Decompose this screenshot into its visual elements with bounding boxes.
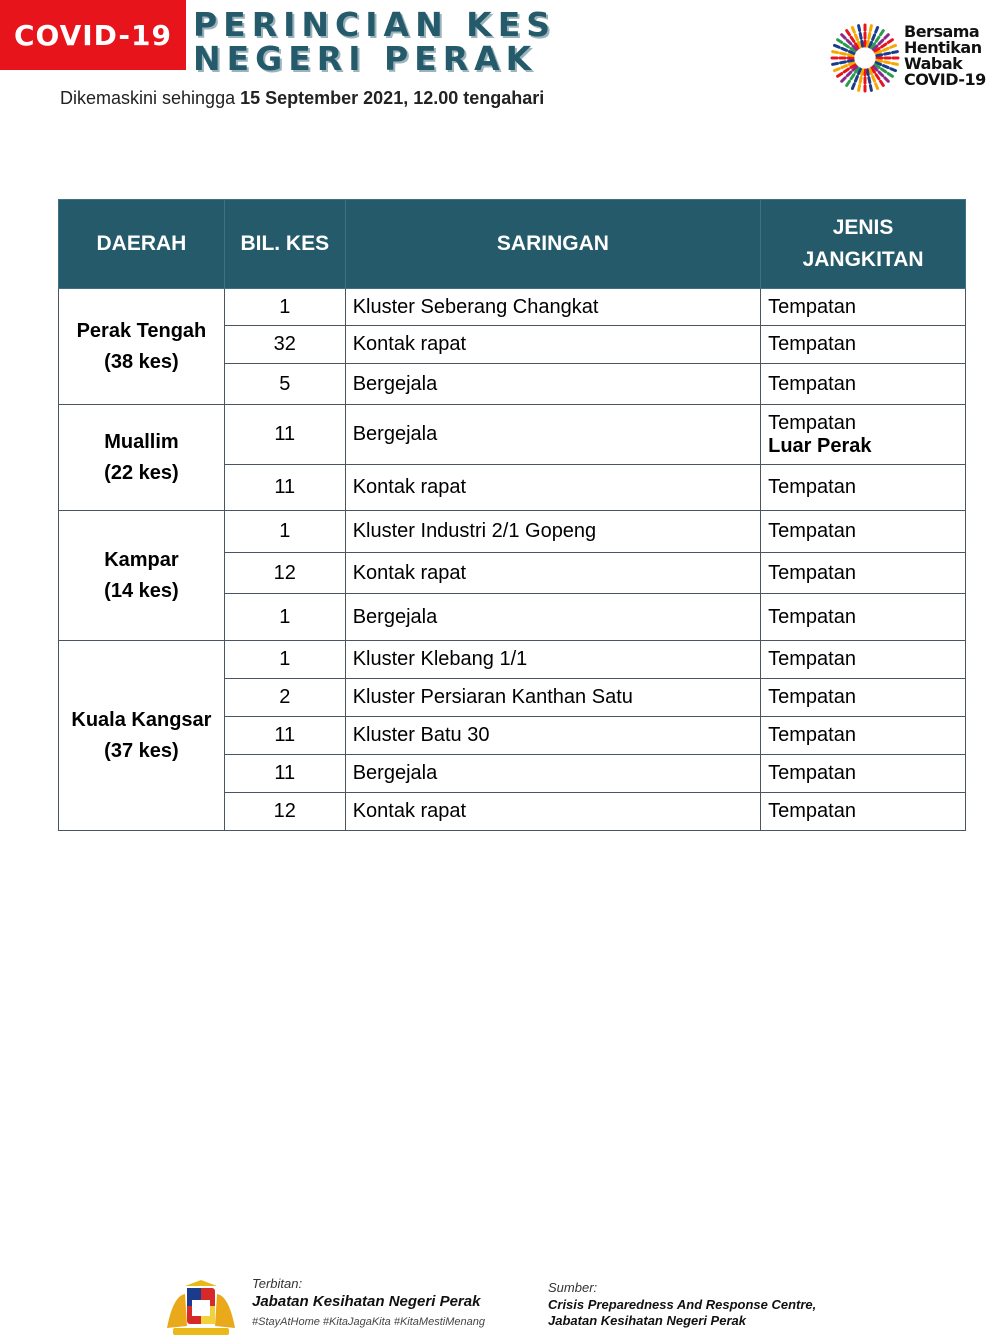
daerah-cell: [59, 289, 225, 405]
saringan-cell: Bergejala: [345, 405, 760, 465]
header-bil-kes: BIL. KES: [224, 200, 345, 289]
bil-kes-cell: 11: [224, 465, 345, 511]
saringan-cell: Kluster Persiaran Kanthan Satu: [345, 679, 760, 717]
case-table: [58, 199, 966, 831]
updated-prefix: Dikemaskini sehingga: [60, 88, 236, 108]
jenis-text: Tempatan: [768, 520, 856, 542]
jenis-text: Tempatan: [768, 411, 856, 434]
logo-text: [904, 24, 986, 88]
logo-line-1: Bersama: [904, 22, 980, 41]
table-row: [59, 289, 966, 326]
daerah-total: (37 kes): [104, 739, 179, 762]
table-row: [59, 511, 966, 553]
jenis-extra-text: Luar Perak: [768, 434, 872, 457]
bil-kes-cell: 1: [224, 641, 345, 679]
jenis-text: Tempatan: [768, 561, 856, 584]
table-header-row: [59, 200, 966, 289]
bil-kes-cell: 12: [224, 553, 345, 594]
bil-kes-cell: 12: [224, 793, 345, 831]
logo-line-3: Wabak: [904, 54, 963, 73]
jenis-text: Tempatan: [768, 762, 856, 784]
bil-kes-cell: 5: [224, 364, 345, 405]
sunburst-icon: [828, 18, 902, 98]
header-jenis-line2: JANGKITAN: [802, 248, 924, 271]
saringan-cell: Kontak rapat: [345, 793, 760, 831]
jenis-cell: [761, 553, 966, 594]
jenis-text: Tempatan: [768, 476, 856, 498]
last-updated: [60, 88, 544, 109]
bil-kes-cell: 1: [224, 289, 345, 326]
bersama-hentikan-logo: [828, 18, 998, 98]
jenis-cell: [761, 326, 966, 364]
covid19-badge: COVID-19: [0, 0, 186, 70]
jenis-text: Tempatan: [768, 295, 856, 318]
sumber-line-1: Crisis Preparedness And Response Centre,: [548, 1297, 817, 1312]
table-row: [59, 405, 966, 465]
jenis-text: Tempatan: [768, 686, 856, 708]
jenis-text: Tempatan: [768, 800, 856, 822]
saringan-cell: Kluster Batu 30: [345, 717, 760, 755]
jenis-cell: [761, 594, 966, 641]
title-line-1: PERINCIAN KES: [193, 5, 557, 44]
jenis-text: Tempatan: [768, 724, 856, 746]
daerah-name: Muallim: [104, 430, 179, 453]
header-saringan: SARINGAN: [345, 200, 760, 289]
coat-of-arms-icon: [163, 1278, 239, 1340]
jenis-text: Tempatan: [768, 372, 856, 395]
bil-kes-cell: 1: [224, 594, 345, 641]
bil-kes-cell: 1: [224, 511, 345, 553]
jenis-cell: [761, 364, 966, 405]
daerah-cell: [59, 511, 225, 641]
sumber-line-2: Jabatan Kesihatan Negeri Perak: [548, 1313, 746, 1328]
page-title: [193, 5, 557, 78]
saringan-cell: Kluster Industri 2/1 Gopeng: [345, 511, 760, 553]
bil-kes-cell: 11: [224, 717, 345, 755]
bil-kes-cell: 11: [224, 755, 345, 793]
bil-kes-cell: 11: [224, 405, 345, 465]
terbitan-org: Jabatan Kesihatan Negeri Perak: [252, 1293, 481, 1310]
jenis-cell: [761, 717, 966, 755]
jenis-cell: [761, 641, 966, 679]
updated-date: 15 September 2021, 12.00 tengahari: [240, 88, 545, 108]
jenis-text: Tempatan: [768, 648, 856, 670]
jenis-cell: [761, 679, 966, 717]
hashtags: #StayAtHome #KitaJagaKita #KitaMestiMenang: [252, 1316, 485, 1328]
daerah-name: Kuala Kangsar: [71, 708, 212, 731]
saringan-cell: Bergejala: [345, 364, 760, 405]
daerah-name: Kampar: [104, 548, 179, 571]
saringan-cell: Kontak rapat: [345, 465, 760, 511]
bil-kes-cell: 2: [224, 679, 345, 717]
bil-kes-cell: 32: [224, 326, 345, 364]
footer: [0, 1272, 1008, 1344]
jenis-text: Tempatan: [768, 333, 856, 355]
saringan-cell: Bergejala: [345, 755, 760, 793]
saringan-cell: Kontak rapat: [345, 326, 760, 364]
header-jenis-jangkitan: [761, 200, 966, 289]
daerah-cell: [59, 641, 225, 831]
saringan-cell: Kluster Seberang Changkat: [345, 289, 760, 326]
jenis-cell: [761, 405, 966, 465]
daerah-cell: [59, 405, 225, 511]
logo-line-2: Hentikan: [904, 38, 982, 57]
saringan-cell: Bergejala: [345, 594, 760, 641]
jenis-text: Tempatan: [768, 605, 856, 628]
saringan-cell: Kluster Klebang 1/1: [345, 641, 760, 679]
sumber-label: Sumber:: [548, 1280, 598, 1295]
jenis-cell: [761, 465, 966, 511]
jenis-cell: [761, 289, 966, 326]
jenis-cell: [761, 793, 966, 831]
daerah-name: Perak Tengah: [76, 319, 207, 342]
title-line-2: NEGERI PERAK: [193, 39, 538, 78]
daerah-total: (38 kes): [104, 350, 179, 373]
daerah-total: (22 kes): [104, 461, 179, 484]
header-jenis-line1: JENIS: [832, 216, 894, 239]
jenis-cell: [761, 511, 966, 553]
terbitan-label: Terbitan:: [252, 1276, 303, 1291]
table-row: [59, 641, 966, 679]
header-daerah: DAERAH: [59, 200, 225, 289]
logo-line-4: COVID-19: [904, 70, 986, 89]
daerah-total: (14 kes): [104, 579, 179, 602]
saringan-cell: Kontak rapat: [345, 553, 760, 594]
jenis-cell: [761, 755, 966, 793]
